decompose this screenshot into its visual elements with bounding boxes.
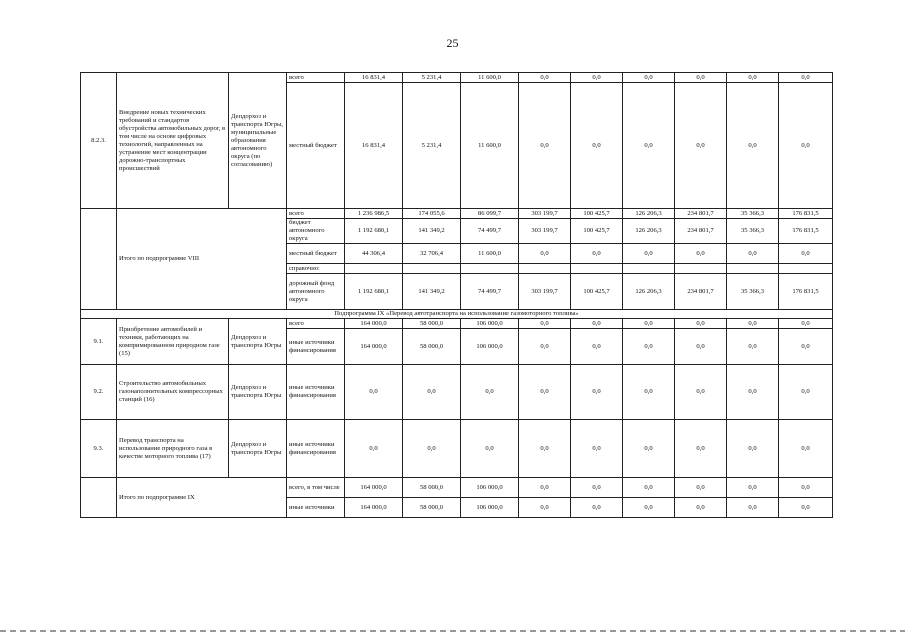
amount-cell: 176 831,5	[779, 274, 833, 310]
amount-cell: 100 425,7	[571, 219, 623, 244]
activity-code: 9.1.	[81, 319, 117, 365]
amount-cell: 11 600,0	[461, 73, 519, 83]
amount-cell: 0,0	[519, 478, 571, 498]
amount-cell: 0,0	[571, 73, 623, 83]
amount-cell: 141 349,2	[403, 274, 461, 310]
amount-cell: 0,0	[727, 73, 779, 83]
amount-cell: 0,0	[461, 365, 519, 420]
activity-code: 8.2.3.	[81, 73, 117, 209]
amount-cell	[403, 264, 461, 274]
amount-cell	[623, 264, 675, 274]
amount-cell: 0,0	[519, 420, 571, 478]
amount-cell: 0,0	[571, 329, 623, 365]
funding-source: местный бюджет	[287, 83, 345, 209]
amount-cell: 0,0	[623, 83, 675, 209]
amount-cell: 0,0	[727, 244, 779, 264]
amount-cell: 0,0	[519, 83, 571, 209]
amount-cell: 35 366,3	[727, 209, 779, 219]
table-row	[81, 209, 833, 219]
activity-name: Внедрение новых технических требований и стандартов обустройства автомобильных дорог, в том числе на основе цифровых технологий, направленных на устранение мест концентрации дорожно-транспортных происшествий	[117, 73, 229, 209]
amount-cell: 0,0	[623, 319, 675, 329]
amount-cell: 234 801,7	[675, 274, 727, 310]
activity-name: Перевод транспорта на использование природного газа в качестве моторного топлива (17)	[117, 420, 229, 478]
amount-cell: 176 831,5	[779, 219, 833, 244]
activity-name: Строительство автомобильных газонаполнительных компрессорных станций (16)	[117, 365, 229, 420]
amount-cell: 0,0	[675, 244, 727, 264]
amount-cell: 0,0	[345, 420, 403, 478]
funding-source: иные источники финансирования	[287, 329, 345, 365]
amount-cell: 106 000,0	[461, 478, 519, 498]
amount-cell: 0,0	[779, 420, 833, 478]
amount-cell	[675, 264, 727, 274]
activity-code: 9.2.	[81, 365, 117, 420]
amount-cell: 0,0	[519, 319, 571, 329]
amount-cell: 16 831,4	[345, 83, 403, 209]
amount-cell	[727, 264, 779, 274]
activity-executor: Депдорхоз и транспорта Югры, муниципальные образования автономного округа (по согласованию)	[229, 73, 287, 209]
amount-cell: 0,0	[403, 420, 461, 478]
total-blank	[81, 478, 117, 518]
total-label: Итого по подпрограмме IX	[117, 478, 287, 518]
activity-executor: Депдорхоз и транспорта Югры	[229, 420, 287, 478]
scan-edge-line	[0, 630, 905, 632]
amount-cell: 0,0	[675, 498, 727, 518]
amount-cell: 106 000,0	[461, 498, 519, 518]
amount-cell: 0,0	[675, 420, 727, 478]
amount-cell: 0,0	[623, 365, 675, 420]
amount-cell: 106 000,0	[461, 319, 519, 329]
amount-cell: 0,0	[571, 319, 623, 329]
amount-cell: 0,0	[519, 73, 571, 83]
amount-cell: 0,0	[727, 420, 779, 478]
amount-cell: 126 206,3	[623, 209, 675, 219]
amount-cell: 176 831,5	[779, 209, 833, 219]
amount-cell: 32 706,4	[403, 244, 461, 264]
amount-cell: 174 055,6	[403, 209, 461, 219]
amount-cell: 0,0	[727, 83, 779, 209]
amount-cell: 164 000,0	[345, 498, 403, 518]
amount-cell: 5 231,4	[403, 73, 461, 83]
amount-cell: 0,0	[727, 478, 779, 498]
amount-cell: 100 425,7	[571, 209, 623, 219]
total-label: Итого по подпрограмме VIII	[117, 209, 287, 310]
funding-source: всего	[287, 209, 345, 219]
amount-cell: 234 801,7	[675, 209, 727, 219]
amount-cell: 58 000,0	[403, 498, 461, 518]
amount-cell: 303 199,7	[519, 209, 571, 219]
amount-cell	[779, 264, 833, 274]
funding-source: всего	[287, 73, 345, 83]
amount-cell: 0,0	[779, 498, 833, 518]
amount-cell: 0,0	[727, 498, 779, 518]
funding-source: справочно:	[287, 264, 345, 274]
amount-cell: 35 366,3	[727, 274, 779, 310]
amount-cell: 303 199,7	[519, 219, 571, 244]
amount-cell: 0,0	[571, 478, 623, 498]
amount-cell	[571, 264, 623, 274]
amount-cell: 126 206,3	[623, 219, 675, 244]
amount-cell: 1 236 986,5	[345, 209, 403, 219]
amount-cell: 0,0	[675, 329, 727, 365]
budget-table	[80, 72, 833, 518]
amount-cell: 0,0	[461, 420, 519, 478]
amount-cell: 234 801,7	[675, 219, 727, 244]
amount-cell: 0,0	[779, 319, 833, 329]
activity-code: 9.3.	[81, 420, 117, 478]
amount-cell: 0,0	[675, 319, 727, 329]
amount-cell: 11 600,0	[461, 83, 519, 209]
subprogram-title-row	[81, 310, 833, 319]
amount-cell: 0,0	[727, 319, 779, 329]
amount-cell: 58 000,0	[403, 319, 461, 329]
subprogram-title: Подпрограмма IX «Перевод автотранспорта на использование газомоторного топлива»	[81, 310, 833, 319]
amount-cell: 86 099,7	[461, 209, 519, 219]
amount-cell: 0,0	[779, 244, 833, 264]
amount-cell: 44 306,4	[345, 244, 403, 264]
amount-cell: 16 831,4	[345, 73, 403, 83]
amount-cell: 0,0	[779, 83, 833, 209]
amount-cell: 0,0	[779, 365, 833, 420]
table-row	[81, 420, 833, 478]
amount-cell: 164 000,0	[345, 319, 403, 329]
amount-cell: 0,0	[779, 329, 833, 365]
funding-source: иные источники	[287, 498, 345, 518]
amount-cell: 303 199,7	[519, 274, 571, 310]
funding-source: бюджет автономного округа	[287, 219, 345, 244]
amount-cell: 100 425,7	[571, 274, 623, 310]
amount-cell	[461, 264, 519, 274]
activity-executor: Депдорхоз и транспорта Югры	[229, 365, 287, 420]
amount-cell: 58 000,0	[403, 329, 461, 365]
funding-source: дорожный фонд автономного округа	[287, 274, 345, 310]
amount-cell: 0,0	[519, 329, 571, 365]
amount-cell: 0,0	[727, 329, 779, 365]
amount-cell: 5 231,4	[403, 83, 461, 209]
amount-cell: 0,0	[623, 73, 675, 83]
page-number: 25	[446, 36, 459, 50]
amount-cell: 0,0	[345, 365, 403, 420]
amount-cell: 106 000,0	[461, 329, 519, 365]
amount-cell: 141 349,2	[403, 219, 461, 244]
amount-cell: 0,0	[675, 73, 727, 83]
amount-cell: 0,0	[675, 478, 727, 498]
amount-cell: 0,0	[571, 244, 623, 264]
funding-source: всего, в том числе	[287, 478, 345, 498]
amount-cell: 0,0	[779, 478, 833, 498]
amount-cell	[519, 264, 571, 274]
amount-cell: 11 600,0	[461, 244, 519, 264]
amount-cell: 0,0	[623, 420, 675, 478]
table-row	[81, 73, 833, 83]
amount-cell: 1 192 680,1	[345, 274, 403, 310]
budget-table-body	[81, 73, 833, 518]
funding-source: местный бюджет	[287, 244, 345, 264]
amount-cell: 126 206,3	[623, 274, 675, 310]
amount-cell: 164 000,0	[345, 329, 403, 365]
table-row	[81, 365, 833, 420]
amount-cell: 0,0	[519, 244, 571, 264]
amount-cell: 0,0	[571, 420, 623, 478]
amount-cell: 0,0	[623, 498, 675, 518]
amount-cell: 0,0	[403, 365, 461, 420]
amount-cell: 74 499,7	[461, 274, 519, 310]
amount-cell: 0,0	[623, 329, 675, 365]
amount-cell: 0,0	[675, 365, 727, 420]
amount-cell: 1 192 680,1	[345, 219, 403, 244]
amount-cell: 0,0	[675, 83, 727, 209]
funding-source: иные источники финансирования	[287, 365, 345, 420]
amount-cell: 0,0	[571, 365, 623, 420]
funding-source: всего	[287, 319, 345, 329]
amount-cell: 0,0	[623, 244, 675, 264]
table-row	[81, 319, 833, 329]
activity-executor: Депдорхоз и транспорта Югры	[229, 319, 287, 365]
amount-cell: 0,0	[571, 498, 623, 518]
amount-cell: 0,0	[779, 73, 833, 83]
amount-cell: 35 366,3	[727, 219, 779, 244]
amount-cell: 0,0	[519, 498, 571, 518]
amount-cell	[345, 264, 403, 274]
amount-cell: 164 000,0	[345, 478, 403, 498]
amount-cell: 58 000,0	[403, 478, 461, 498]
amount-cell: 0,0	[571, 83, 623, 209]
amount-cell: 0,0	[519, 365, 571, 420]
amount-cell: 74 499,7	[461, 219, 519, 244]
activity-name: Приобретение автомобилей и техники, работающих на компримированном природном газе (15)	[117, 319, 229, 365]
funding-source: иные источники финансирования	[287, 420, 345, 478]
amount-cell: 0,0	[727, 365, 779, 420]
table-row	[81, 478, 833, 498]
amount-cell: 0,0	[623, 478, 675, 498]
total-blank	[81, 209, 117, 310]
